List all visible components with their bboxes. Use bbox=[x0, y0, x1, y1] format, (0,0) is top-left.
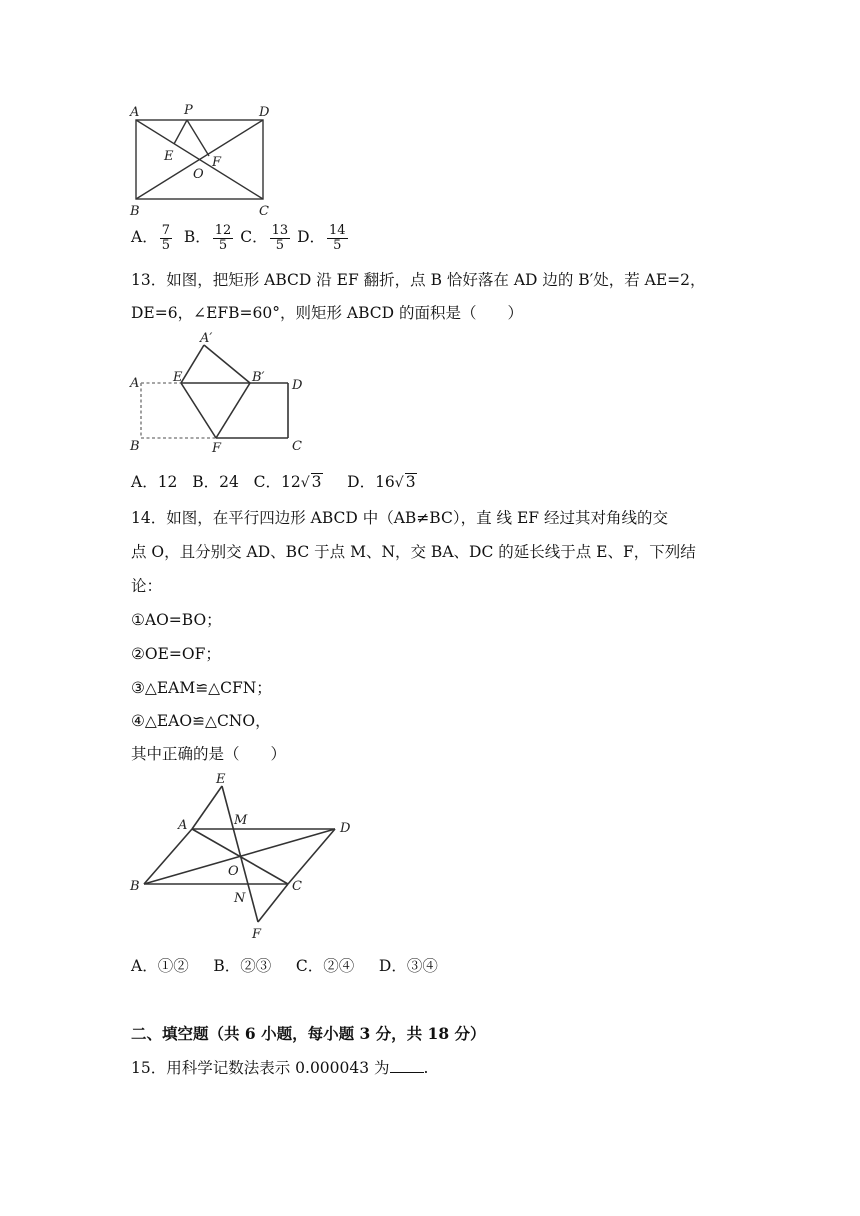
fig13-label-A: A bbox=[130, 376, 140, 391]
q14-prompt: 其中正确的是（ ） bbox=[131, 745, 287, 763]
fig12-label-C: C bbox=[259, 204, 269, 219]
fig13-label-F: F bbox=[212, 441, 222, 456]
q14-statement-1: ①AO=BO； bbox=[131, 611, 222, 629]
q12-option-d[interactable] bbox=[297, 220, 349, 254]
fig14-label-A: A bbox=[178, 818, 188, 833]
fig14-label-F: F bbox=[252, 927, 262, 942]
radical-sign: √ bbox=[300, 475, 310, 491]
q12-option-d-letter: D． bbox=[297, 228, 326, 246]
fig14-label-N: N bbox=[234, 891, 246, 906]
q14-option-a[interactable]: A．①② bbox=[131, 957, 189, 975]
fraction-numerator: 12 bbox=[214, 222, 232, 238]
q13-option-c[interactable] bbox=[254, 472, 323, 493]
fig14-label-C: C bbox=[292, 879, 302, 894]
q13-option-d-letter: D．16 bbox=[347, 473, 395, 491]
fraction-denominator: 5 bbox=[275, 237, 284, 253]
q13-line-1: 13．如图，把矩形 ABCD 沿 EF 翻折，点 B 恰好落在 AD 边的 B′处，若 AE=2， bbox=[131, 271, 706, 289]
fig13-label-A-prime: A′ bbox=[200, 331, 213, 346]
q12-option-a[interactable] bbox=[131, 220, 174, 254]
fraction-numerator: 7 bbox=[161, 222, 170, 238]
q13-option-c-letter: C．12 bbox=[253, 473, 301, 491]
fraction-numerator: 14 bbox=[329, 222, 346, 238]
q15-text: 15．用科学记数法表示 0.000043 为 bbox=[131, 1059, 390, 1077]
fraction-denominator: 5 bbox=[218, 237, 228, 253]
q13-line-2: DE=6，∠EFB=60°，则矩形 ABCD 的面积是（ ） bbox=[131, 304, 524, 322]
q12-option-a-letter: A． bbox=[131, 228, 158, 246]
fig12-label-B: B bbox=[130, 204, 140, 219]
fig12-label-E: E bbox=[164, 149, 174, 164]
q14-line-2: 点 O，且分别交 AD、BC 于点 M、N，交 BA、DC 的延长线于点 E、F，下列结 bbox=[131, 543, 696, 561]
radicand: 3 bbox=[311, 473, 322, 491]
q13-option-a[interactable]: A．12 bbox=[131, 473, 178, 491]
fig13-label-E: E bbox=[173, 370, 183, 385]
fig12-label-P: P bbox=[184, 103, 193, 118]
fig13-label-C: C bbox=[292, 439, 302, 454]
q14-statement-4: ④△EAO≌△CNO， bbox=[131, 712, 271, 730]
q13-option-d[interactable] bbox=[347, 472, 416, 493]
fraction-numerator: 13 bbox=[271, 222, 289, 238]
fig13-label-D: D bbox=[292, 378, 303, 393]
q12-option-b[interactable] bbox=[184, 220, 235, 254]
q14-option-b[interactable]: B．②③ bbox=[213, 957, 272, 975]
fig12-label-O: O bbox=[193, 167, 204, 182]
q15-answer-blank[interactable] bbox=[390, 1058, 424, 1073]
fig14-label-M: M bbox=[234, 813, 248, 828]
fig13-label-B: B bbox=[130, 439, 140, 454]
q14-statement-2: ②OE=OF； bbox=[131, 645, 221, 663]
q12-option-b-letter: B． bbox=[183, 228, 211, 246]
q12-options bbox=[131, 220, 350, 254]
q14-line-1: 14．如图，在平行四边形 ABCD 中（AB≠BC），直 线 EF 经过其对角线的交 bbox=[131, 509, 668, 527]
radicand: 3 bbox=[405, 473, 416, 491]
q12-option-c-letter: C． bbox=[240, 228, 268, 246]
radical-sign: √ bbox=[394, 475, 404, 491]
fig14-label-O: O bbox=[228, 864, 239, 879]
fig12-label-F: F bbox=[212, 155, 222, 170]
q14-statement-3: ③△EAM≌△CFN； bbox=[131, 679, 272, 697]
q12-option-d-fraction bbox=[327, 224, 348, 253]
fig14-label-E: E bbox=[216, 772, 226, 787]
q12-option-a-fraction bbox=[160, 224, 172, 253]
q13-options bbox=[131, 472, 417, 493]
figure-q12 bbox=[128, 100, 278, 222]
fraction-denominator: 5 bbox=[161, 237, 170, 253]
q14-line-3: 论： bbox=[131, 577, 163, 595]
q14-option-c[interactable]: C．②④ bbox=[295, 957, 355, 975]
q12-option-b-fraction bbox=[213, 224, 234, 253]
fig14-label-D: D bbox=[340, 821, 351, 836]
q12-option-c[interactable] bbox=[240, 220, 292, 254]
fig14-label-B: B bbox=[130, 879, 140, 894]
q15-end: . bbox=[423, 1059, 429, 1077]
q12-option-c-fraction bbox=[270, 224, 291, 253]
section-2-title: 二、填空题（共 6 小题，每小题 3 分，共 18 分） bbox=[131, 1024, 486, 1043]
q13-option-b[interactable]: B．24 bbox=[192, 473, 239, 491]
q14-option-d[interactable]: D．③④ bbox=[378, 957, 438, 975]
fig12-label-A: A bbox=[130, 105, 140, 120]
figure-q13 bbox=[128, 328, 318, 456]
fig12-label-D: D bbox=[259, 105, 270, 120]
fig13-label-B-prime: B′ bbox=[252, 370, 265, 385]
q15 bbox=[131, 1058, 428, 1078]
fraction-denominator: 5 bbox=[333, 237, 342, 253]
q14-options bbox=[131, 956, 438, 976]
figure-q14 bbox=[124, 772, 360, 944]
